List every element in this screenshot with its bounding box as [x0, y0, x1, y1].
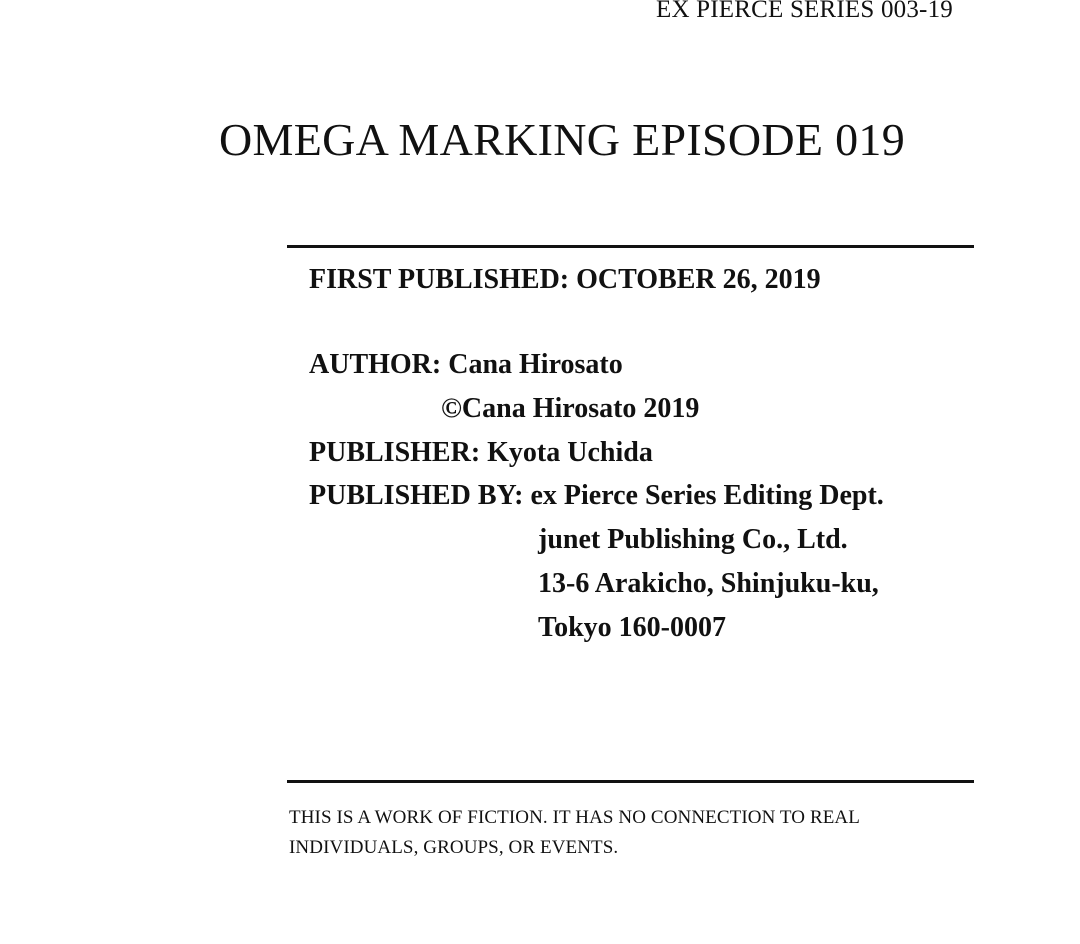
first-published-line: FIRST PUBLISHED: OCTOBER 26, 2019 — [309, 264, 821, 295]
disclaimer — [289, 803, 860, 863]
address-line: 13-6 Arakicho, Shinjuku-ku, — [538, 568, 879, 599]
bottom-divider — [287, 780, 974, 783]
address-line: junet Publishing Co., Ltd. — [538, 524, 848, 555]
top-divider — [287, 245, 974, 248]
series-label: EX PIERCE SERIES 003-19 — [656, 0, 953, 23]
publisher-line: PUBLISHER: Kyota Uchida — [309, 437, 653, 468]
author-line: AUTHOR: Cana Hirosato — [309, 349, 623, 380]
address-line: Tokyo 160-0007 — [538, 612, 727, 643]
published-by-line: PUBLISHED BY: ex Pierce Series Editing Dept. — [309, 480, 884, 511]
copyright-line: ©Cana Hirosato 2019 — [441, 393, 700, 424]
disclaimer-line: THIS IS A WORK OF FICTION. IT HAS NO CONNECTION TO REAL — [289, 807, 860, 828]
disclaimer-line: INDIVIDUALS, GROUPS, OR EVENTS. — [289, 837, 619, 858]
page-title: OMEGA MARKING EPISODE 019 — [219, 114, 906, 165]
